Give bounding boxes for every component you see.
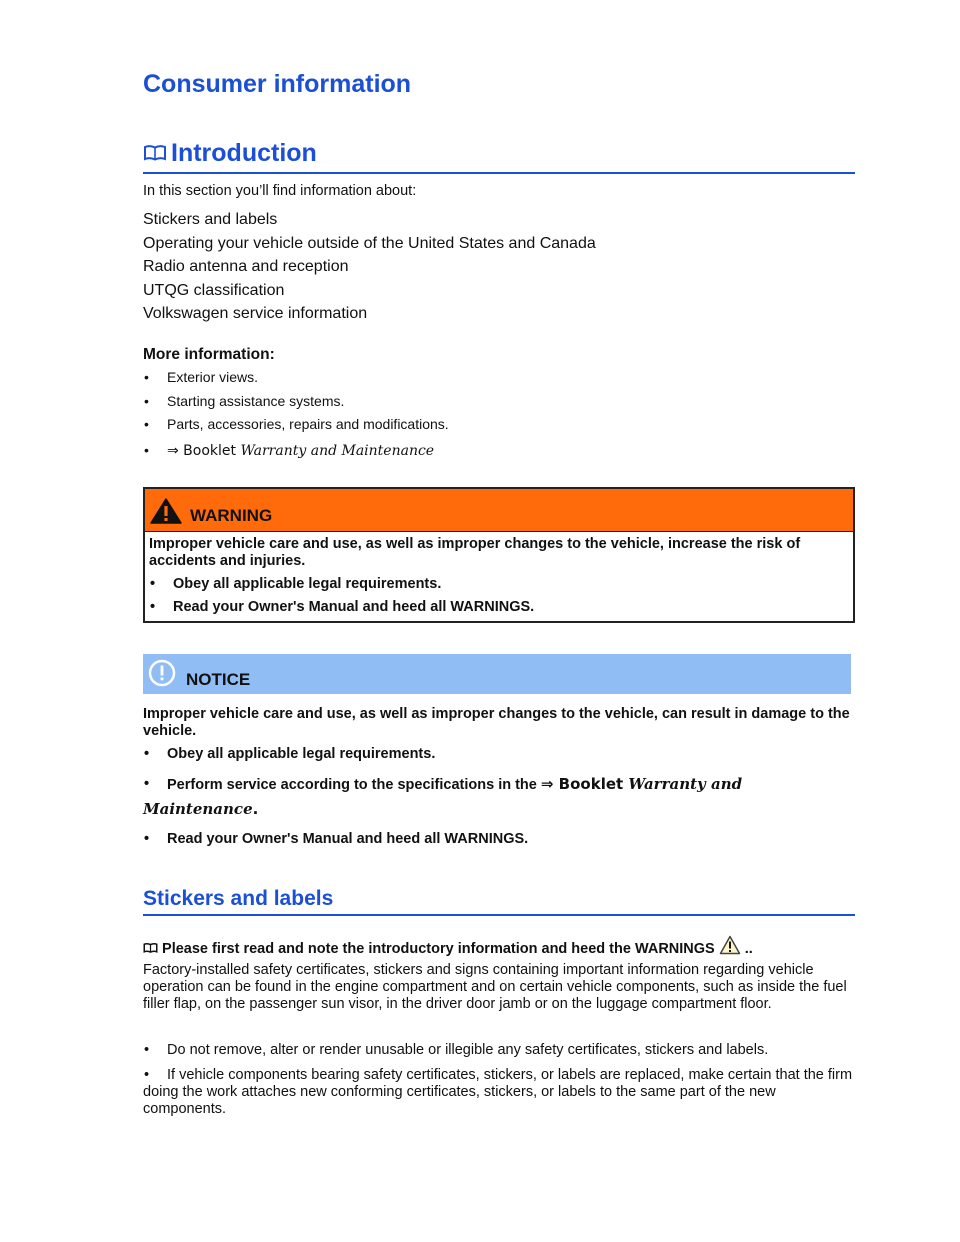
list-item	[143, 416, 449, 440]
bullet-icon: •	[150, 599, 156, 615]
warning-box	[143, 487, 855, 623]
sticker-list	[143, 1042, 855, 1126]
list-item	[143, 746, 855, 763]
list-item-text: If vehicle components bearing safety certificates, stickers, or labels are replaced, make certain that the firm doing the work attaches new conforming certificates, stickers, or labels to the same part of the new components.	[143, 1067, 853, 1117]
list-item	[143, 776, 855, 818]
section-heading-stickers: Stickers and labels	[143, 887, 855, 916]
list-item-text: Perform service according to the specifications in the	[167, 777, 541, 793]
list-item-text: Read your Owner's Manual and heed all WARNINGS.	[167, 831, 529, 847]
warning-header	[145, 489, 853, 532]
intro-note	[143, 935, 753, 957]
bullet-icon: •	[144, 392, 149, 409]
intro-note-text: Please first read and note the introductory information and heed the WARNINGS	[162, 941, 715, 957]
bullet-icon: •	[144, 1067, 150, 1083]
list-item-text: Read your Owner's Manual and heed all WARNINGS.	[173, 599, 535, 615]
bullet-icon: •	[144, 441, 149, 458]
list-item	[143, 369, 449, 393]
topic-item[interactable]: Radio antenna and reception	[143, 258, 349, 275]
warning-list	[149, 576, 849, 622]
list-item	[143, 1042, 855, 1059]
section-heading-text: Introduction	[171, 139, 317, 167]
xref-title: Warranty and	[628, 775, 743, 793]
booklet-link[interactable]	[167, 443, 434, 459]
list-item	[143, 1067, 855, 1118]
notice-label: NOTICE	[186, 670, 251, 689]
xref-arrow: ⇒ Booklet	[540, 775, 629, 793]
section-heading-introduction	[143, 139, 855, 174]
warning-label: WARNING	[190, 506, 273, 525]
warning-text: Improper vehicle care and use, as well as improper changes to the vehicle, increase the risk of accidents and injuries.	[149, 536, 801, 569]
more-information-list	[143, 369, 449, 465]
list-item[interactable]	[143, 442, 449, 466]
list-item-text: Exterior views.	[167, 369, 259, 385]
list-item-text: Starting assistance systems.	[167, 392, 345, 409]
topic-list	[143, 208, 596, 326]
topic-item[interactable]: Volkswagen service information	[143, 305, 368, 322]
book-icon	[143, 941, 162, 957]
list-item	[143, 393, 449, 417]
topic-item[interactable]: Operating your vehicle outside of the United States and Canada	[143, 234, 596, 252]
xref-continuation	[143, 801, 855, 818]
bullet-icon: •	[144, 416, 149, 432]
notice-list	[143, 746, 855, 848]
bullet-icon: •	[144, 776, 150, 792]
topic-item[interactable]: Stickers and labels	[143, 211, 278, 228]
more-information-heading: More information:	[143, 346, 275, 363]
list-item-text: Obey all applicable legal requirements.	[173, 576, 442, 592]
intro-lead-text: In this section you’ll find information about:	[143, 183, 417, 199]
notice-body	[143, 706, 855, 861]
notice-header	[143, 654, 851, 694]
booklet-link[interactable]	[541, 775, 742, 793]
bullet-icon: •	[144, 369, 149, 385]
xref-title: Warranty and Maintenance	[240, 442, 435, 459]
list-item	[149, 599, 849, 622]
list-item	[149, 576, 849, 599]
bullet-icon: •	[144, 746, 150, 762]
page-title: Consumer information	[143, 70, 412, 98]
xref-title: Maintenance	[143, 800, 253, 818]
list-item	[143, 831, 855, 848]
list-item-text: Do not remove, alter or render unusable or illegible any safety certificates, stickers and labels.	[167, 1042, 769, 1058]
book-icon	[143, 140, 167, 169]
list-item-text: Obey all applicable legal requirements.	[167, 746, 436, 762]
xref-arrow: ⇒ Booklet	[167, 442, 241, 459]
list-item-text: Parts, accessories, repairs and modifications.	[167, 416, 449, 432]
intro-note-end: ..	[744, 941, 753, 957]
warning-body	[145, 532, 853, 622]
warning-triangle-icon	[150, 498, 182, 529]
notice-text: Improper vehicle care and use, as well as improper changes to the vehicle, can result in damage to the vehicle.	[143, 706, 850, 739]
bullet-icon: •	[144, 1042, 150, 1058]
bullet-icon: •	[150, 576, 156, 592]
xref-end: .	[252, 800, 259, 818]
exclamation-circle-icon	[147, 658, 177, 693]
sticker-paragraph: Factory-installed safety certificates, stickers and signs containing important information regarding vehicle operation can be found in the engine compartment and on certain vehicle components, such as inside the fuel filler flap, on the passenger sun visor, in the driver door jamb or on the luggage compartment floor.	[143, 962, 847, 1012]
warning-triangle-icon	[719, 941, 745, 957]
bullet-icon: •	[144, 831, 150, 847]
topic-item[interactable]: UTQG classification	[143, 281, 285, 299]
